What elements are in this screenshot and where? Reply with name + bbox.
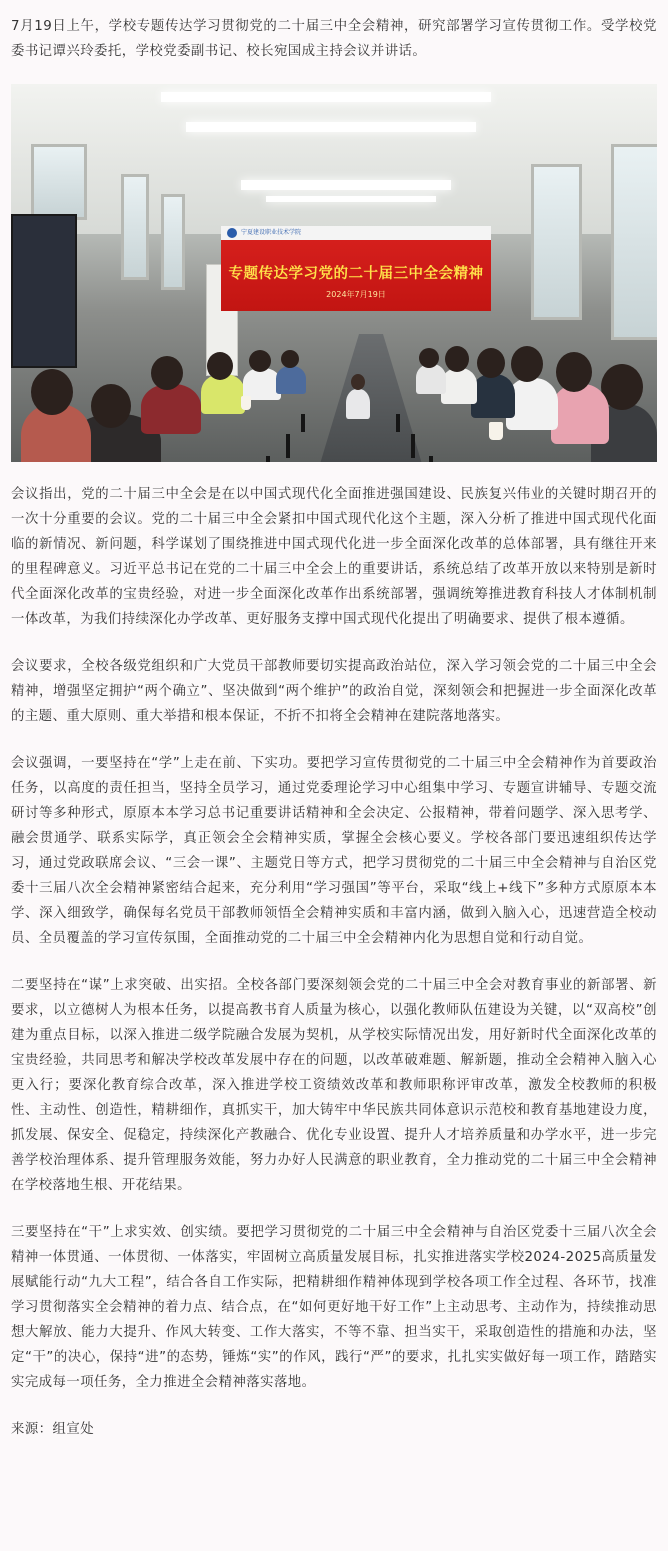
window bbox=[611, 144, 657, 340]
attendee bbox=[471, 374, 515, 418]
chairman bbox=[346, 389, 370, 419]
attendee-head bbox=[445, 346, 469, 372]
microphone bbox=[411, 434, 415, 458]
attendee-head bbox=[511, 346, 543, 382]
attendee bbox=[551, 384, 609, 444]
meeting-photo bbox=[11, 84, 657, 462]
ceiling-light bbox=[186, 122, 476, 132]
article bbox=[11, 0, 657, 1442]
window bbox=[161, 194, 185, 290]
microphone bbox=[429, 456, 433, 462]
attendee-head bbox=[477, 348, 505, 378]
attendee bbox=[276, 366, 306, 394]
screen-date: 2024年7月19日 bbox=[326, 290, 386, 299]
attendee-head bbox=[151, 356, 183, 390]
body-paragraph: 二要坚持在“谋”上求突破、出实招。全校各部门要深刻领会党的二十届三中全会对教育事业的新部署、新要求，以立德树人为根本任务，以提高教书育人质量为核心，以强化教师队伍建设为关键，以“双高校”创建为重点目标，以深入推进二级学院融合发展为契机，从学校实际情况出发，用好新时代全面深化改革的宝贵经验，共同思考和解决学校改革发展中存在的问题，以改革破难题、解新题，推动全会精神入脑入心更入行；要深化教育综合改革，深入推进学校工资绩效改革和教师职称评审改革，激发全校教师的积极性、主动性、创造性，精耕细作，真抓实干，加大铸牢中华民族共同体意识示范校和教育基地建设力度，抓发展、保安全、促稳定，持续深化产教融合、优化专业设置、提升人才培养质量和办学水平，进一步完善学校治理体系、提升管理服务效能，努力办好人民满意的职业教育，全力推动党的二十届三中全会精神在学校落地生根、开花结果。 bbox=[11, 978, 657, 1193]
microphone bbox=[396, 414, 400, 432]
attendee-head bbox=[207, 352, 233, 380]
cup bbox=[489, 422, 503, 440]
screen-title: 专题传达学习党的二十届三中全会精神 bbox=[228, 266, 484, 282]
school-logo-icon bbox=[227, 228, 237, 238]
screen-org-name: 宁夏建设职业技术学院 bbox=[241, 229, 302, 236]
ceiling-light bbox=[266, 196, 436, 202]
window bbox=[121, 174, 149, 280]
attendee bbox=[201, 374, 245, 414]
banner-screen bbox=[221, 226, 491, 311]
cup bbox=[241, 396, 251, 410]
body-paragraph: 会议强调，一要坚持在“学”上走在前、下实功。要把学习宣传贯彻党的二十届三中全会精神作为首要政治任务，以高度的责任担当，坚持全员学习，通过党委理论学习中心组集中学习、专题宣讲辅导、专题交流研讨等多种形式，原原本本学习总书记重要讲话精神和全会决定、公报精神，带着问题学、深入思考学、融会贯通学、联系实际学，真正领会全会精神实质，掌握全会核心要义。学校各部门要迅速组织传达学习，通过党政联席会议、“三会一课”、主题党日等方式，把学习贯彻党的二十届三中全会精神与自治区党委十三届八次全会精神紧密结合起来，充分利用“学习强国”等平台，采取“线上+线下”多种方式原原本本学、深入细致学，确保每名党员干部教师领悟全会精神实质和丰富内涵，做到入脑入心，迅速营造全校动员、全员覆盖的学习宣传氛围，全面推动党的二十届三中全会精神内化为思想自觉和行动自觉。 bbox=[11, 756, 657, 946]
microphone bbox=[286, 434, 290, 458]
window bbox=[531, 164, 582, 320]
microphone bbox=[301, 414, 305, 432]
attendee bbox=[141, 384, 201, 434]
intro-paragraph: 7月19日上午，学校专题传达学习贯彻党的二十届三中全会精神，研究部署学习宣传贯彻工作。受学校党委书记谭兴玲委托，学校党委副书记、校长宛国成主持会议并讲话。 bbox=[11, 19, 657, 59]
window bbox=[31, 144, 87, 220]
attendee-head bbox=[281, 350, 299, 368]
ceiling-light bbox=[241, 180, 451, 190]
ceiling-light bbox=[161, 92, 491, 102]
attendee-head bbox=[556, 352, 592, 392]
body-paragraph: 会议指出，党的二十届三中全会是在以中国式现代化全面推进强国建设、民族复兴伟业的关键时期召开的一次十分重要的会议。党的二十届三中全会紧扣中国式现代化这个主题，深入分析了推进中国式现代化面临的新情况、新问题，科学谋划了围绕推进中国式现代化进一步全面深化改革的总体部署，具有继往开来的里程碑意义。习近平总书记在党的二十届三中全会上的重要讲话，系统总结了改革开放以来特别是新时代全面深化改革的宝贵经验，对进一步全面深化改革作出系统部署，强调统筹推进教育科技人才体制机制一体改革，为我们持续深化办学改革、更好服务支撑中国式现代化提出了明确要求、提供了根本遵循。 bbox=[11, 487, 657, 627]
attendee-head bbox=[31, 369, 73, 415]
body-paragraph: 会议要求，全校各级党组织和广大党员干部教师要切实提高政治站位，深入学习领会党的二十届三中全会精神，增强坚定拥护“两个确立”、坚决做到“两个维护”的政治自觉，深刻领会和把握进一步全面深化改革的主题、重大原则、重大举措和根本保证，不折不扣将全会精神在建院落地落实。 bbox=[11, 659, 657, 724]
attendee-head bbox=[419, 348, 439, 368]
side-display bbox=[11, 214, 77, 368]
attendee-head bbox=[91, 384, 131, 428]
microphone bbox=[266, 456, 270, 462]
source-line: 来源：组宣处 bbox=[11, 1422, 95, 1437]
attendee bbox=[441, 368, 477, 404]
body-paragraph: 三要坚持在“干”上求实效、创实绩。要把学习贯彻党的二十届三中全会精神与自治区党委十三届八次全会精神一体贯通、一体贯彻、一体落实，牢固树立高质量发展目标，扎实推进落实学校2024-2025高质量发展赋能行动“九大工程”，结合各自工作实际，把精耕细作精神体现到学校各项工作全过程、各环节，找准学习贯彻落实全会精神的着力点、结合点，在“如何更好地干好工作”上主动思考、主动作为，持续推动思想大解放、能力大提升、作风大转变、工作大落实，不等不靠、担当实干，采取创造性的措施和办法，坚定“干”的决心，保持“进”的态势，锤炼“实”的作风，践行“严”的要求，扎扎实实做好每一项工作，踏踏实实完成每一项任务，全力推进全会精神落实落地。 bbox=[11, 1225, 657, 1390]
attendee bbox=[416, 364, 446, 394]
attendee-head bbox=[249, 350, 271, 372]
chairman-head bbox=[351, 374, 365, 390]
